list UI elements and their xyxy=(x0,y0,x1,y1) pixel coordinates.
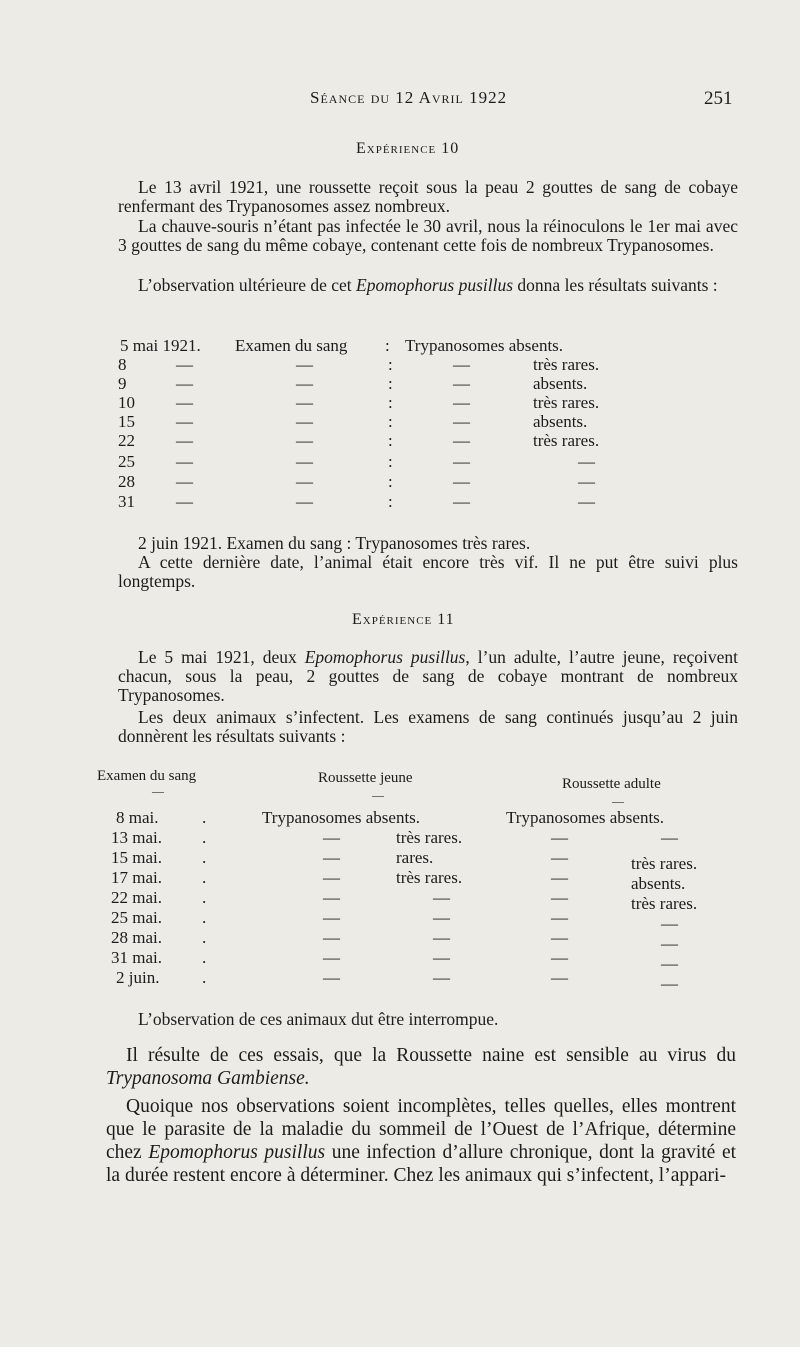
row-result: — xyxy=(453,374,470,393)
row-date: 10 xyxy=(118,393,135,412)
exp11-closing-text: L’observation de ces animaux dut être interrompue. xyxy=(138,1009,499,1029)
row-adult: Trypanosomes absents. xyxy=(506,808,665,827)
conclusion-p2-before: Quoique nos observations soient incomplètes, telles quelles, elles montrent que le parasite de la maladie du sommeil de l’Ouest de l’Afrique, détermine chez xyxy=(106,1096,736,1163)
row-result: — xyxy=(453,452,470,471)
exp10-p1-text: Le 13 avril 1921, une roussette reçoit sous la peau 2 gouttes de sang de cobaye renfermant des Trypanosomes assez nombreux. xyxy=(118,177,738,216)
row-result: — xyxy=(453,472,470,491)
species-name: Epomophorus pusillus xyxy=(148,1142,326,1163)
conclusion-p1-before: Il résulte de ces essais, que la Roussette naine est sensible au virus du xyxy=(126,1045,736,1066)
row-adult-tail: absents. xyxy=(631,874,686,893)
row-dot: . xyxy=(202,948,207,967)
exp10-p4-text: A cette dernière date, l’animal était encore très vif. Il ne put être suivi plus longtemps. xyxy=(118,552,738,591)
species-name: Epomophorus pusillus xyxy=(304,647,466,667)
exp11-closing xyxy=(118,1010,738,1029)
row-date: 28 xyxy=(118,472,135,491)
exp10-p3-after: donna les résultats suivants : xyxy=(517,275,718,295)
row-exam: — xyxy=(296,412,313,431)
row-tail: absents. xyxy=(533,412,588,431)
row-adult-tail: — xyxy=(661,934,678,953)
row-young: — xyxy=(323,828,340,847)
row-date-dash: — xyxy=(176,431,193,450)
row-adult: — xyxy=(551,868,568,887)
row-result: — xyxy=(453,393,470,412)
row-exam: — xyxy=(296,472,313,491)
row-exam: Examen du sang xyxy=(235,336,348,355)
species-name: Trypanosoma Gambiense. xyxy=(106,1068,310,1089)
row-separator: : xyxy=(388,472,393,491)
row-tail: absents. xyxy=(533,374,588,393)
conclusion-paragraph-2 xyxy=(106,1095,736,1187)
row-young-tail: — xyxy=(433,948,450,967)
exp10-final-text: 2 juin 1921. Examen du sang : Trypanosomes très rares. xyxy=(138,533,531,553)
experiment-11-title: Expérience 11 xyxy=(352,611,455,628)
exp11-p1-after: , l’un adulte, l’autre jeune, reçoivent chacun, sous la peau, 2 gouttes de sang de cobaye montrant de nombreux Trypanosomes. xyxy=(118,647,738,705)
row-date: 8 xyxy=(118,355,127,374)
exp10-p3-before: L’observation ultérieure de cet xyxy=(138,275,352,295)
row-exam: — xyxy=(296,452,313,471)
row-dot: . xyxy=(202,848,207,867)
header-dash: — xyxy=(152,784,164,798)
row-result: Trypanosomes absents. xyxy=(405,336,564,355)
row-separator: : xyxy=(388,393,393,412)
row-date-dash: — xyxy=(176,393,193,412)
row-dot: . xyxy=(202,928,207,947)
row-young: Trypanosomes absents. xyxy=(262,808,421,827)
species-name: Epomophorus pusillus xyxy=(356,275,514,295)
row-young-tail: — xyxy=(433,888,450,907)
row-dot: . xyxy=(202,808,207,827)
row-adult-tail: — xyxy=(661,974,678,993)
exp10-paragraph-1 xyxy=(118,178,738,216)
row-separator: : xyxy=(388,492,393,511)
row-date: 22 mai. xyxy=(111,888,162,907)
row-date: 25 xyxy=(118,452,135,471)
row-date-dash: — xyxy=(176,355,193,374)
running-title: Séance du 12 Avril 1922 xyxy=(310,88,508,107)
row-exam: — xyxy=(296,431,313,450)
row-tail: très rares. xyxy=(533,393,600,412)
row-young: — xyxy=(323,968,340,987)
row-date: 15 xyxy=(118,412,135,431)
row-date: 22 xyxy=(118,431,135,450)
col-header-exam: Examen du sang xyxy=(97,768,197,784)
row-date: 13 mai. xyxy=(111,828,162,847)
row-young-tail: — xyxy=(433,968,450,987)
exp10-p2-text: La chauve-souris n’étant pas infectée le 30 avril, nous la réinoculons le 1er mai avec 3 gouttes de sang du même cobaye, contenant cette fois de nombreux Trypanosomes. xyxy=(118,216,738,255)
row-date: 31 xyxy=(118,492,135,511)
row-dot: . xyxy=(202,908,207,927)
row-date: 31 mai. xyxy=(111,948,162,967)
row-date-dash: — xyxy=(176,472,193,491)
row-adult: — xyxy=(551,968,568,987)
row-result: — xyxy=(453,355,470,374)
header-dash: — xyxy=(372,788,384,802)
row-exam: — xyxy=(296,355,313,374)
row-adult: — xyxy=(551,928,568,947)
row-young-tail: très rares. xyxy=(396,868,463,887)
row-tail: — xyxy=(578,492,595,511)
row-tail: très rares. xyxy=(533,431,600,450)
row-dot: . xyxy=(202,888,207,907)
row-date: 9 xyxy=(118,374,127,393)
row-separator: : xyxy=(388,452,393,471)
exp11-p1-before: Le 5 mai 1921, deux xyxy=(138,647,297,667)
exp10-final-line xyxy=(118,534,738,553)
row-adult: — xyxy=(551,948,568,967)
row-dot: . xyxy=(202,968,207,987)
row-adult-tail: — xyxy=(661,914,678,933)
row-young: — xyxy=(323,948,340,967)
col-header-young: Roussette jeune xyxy=(318,770,413,786)
row-tail: — xyxy=(578,452,595,471)
row-young: — xyxy=(323,888,340,907)
row-young: — xyxy=(323,848,340,867)
header-dash: — xyxy=(612,794,624,808)
row-separator: : xyxy=(388,355,393,374)
row-young-tail: — xyxy=(433,928,450,947)
page-number: 251 xyxy=(704,88,733,109)
row-result: — xyxy=(453,412,470,431)
exp11-paragraph-2 xyxy=(118,708,738,746)
row-tail: — xyxy=(578,472,595,491)
exp10-paragraph-3 xyxy=(118,276,738,295)
exp11-p2-text: Les deux animaux s’infectent. Les examens de sang continués jusqu’au 2 juin donnèrent les résultats suivants : xyxy=(118,707,738,746)
exp10-paragraph-4 xyxy=(118,553,738,591)
row-young-tail: — xyxy=(433,908,450,927)
conclusion-paragraph-1 xyxy=(106,1044,736,1090)
row-exam: — xyxy=(296,492,313,511)
col-header-adult: Roussette adulte xyxy=(562,776,661,792)
row-young-tail: très rares. xyxy=(396,828,463,847)
row-adult-tail: très rares. xyxy=(631,854,698,873)
experiment-10-title: Expérience 10 xyxy=(356,140,460,157)
row-exam: — xyxy=(296,393,313,412)
row-date: 8 mai. xyxy=(116,808,159,827)
row-date-dash: — xyxy=(176,374,193,393)
row-date-dash: — xyxy=(176,492,193,511)
exp11-paragraph-1 xyxy=(118,648,738,705)
row-date: 25 mai. xyxy=(111,908,162,927)
row-adult: — xyxy=(551,908,568,927)
row-dot: . xyxy=(202,868,207,887)
row-date: 5 mai 1921. xyxy=(120,336,201,355)
conclusion-p2-after: une infection d’allure chronique, dont la gravité et la durée restent encore à déterminer. Chez les animaux qui s’infectent, l’appari- xyxy=(106,1142,737,1186)
row-result: — xyxy=(453,492,470,511)
row-adult: — xyxy=(551,828,568,847)
row-dot: . xyxy=(202,828,207,847)
row-date-dash: — xyxy=(176,452,193,471)
row-adult-tail: — xyxy=(661,828,678,847)
row-young: — xyxy=(323,908,340,927)
row-young-tail: rares. xyxy=(396,848,434,867)
row-result: — xyxy=(453,431,470,450)
row-tail: très rares. xyxy=(533,355,600,374)
row-date: 2 juin. xyxy=(116,968,160,987)
row-date-dash: — xyxy=(176,412,193,431)
row-separator: : xyxy=(388,412,393,431)
row-adult: — xyxy=(551,888,568,907)
row-young: — xyxy=(323,928,340,947)
row-date: 15 mai. xyxy=(111,848,162,867)
row-exam: — xyxy=(296,374,313,393)
row-adult-tail: très rares. xyxy=(631,894,698,913)
row-young: — xyxy=(323,868,340,887)
row-separator: : xyxy=(385,336,390,355)
row-adult-tail: — xyxy=(661,954,678,973)
row-adult: — xyxy=(551,848,568,867)
row-separator: : xyxy=(388,374,393,393)
exp10-paragraph-2 xyxy=(118,217,738,255)
row-date: 28 mai. xyxy=(111,928,162,947)
row-date: 17 mai. xyxy=(111,868,162,887)
row-separator: : xyxy=(388,431,393,450)
